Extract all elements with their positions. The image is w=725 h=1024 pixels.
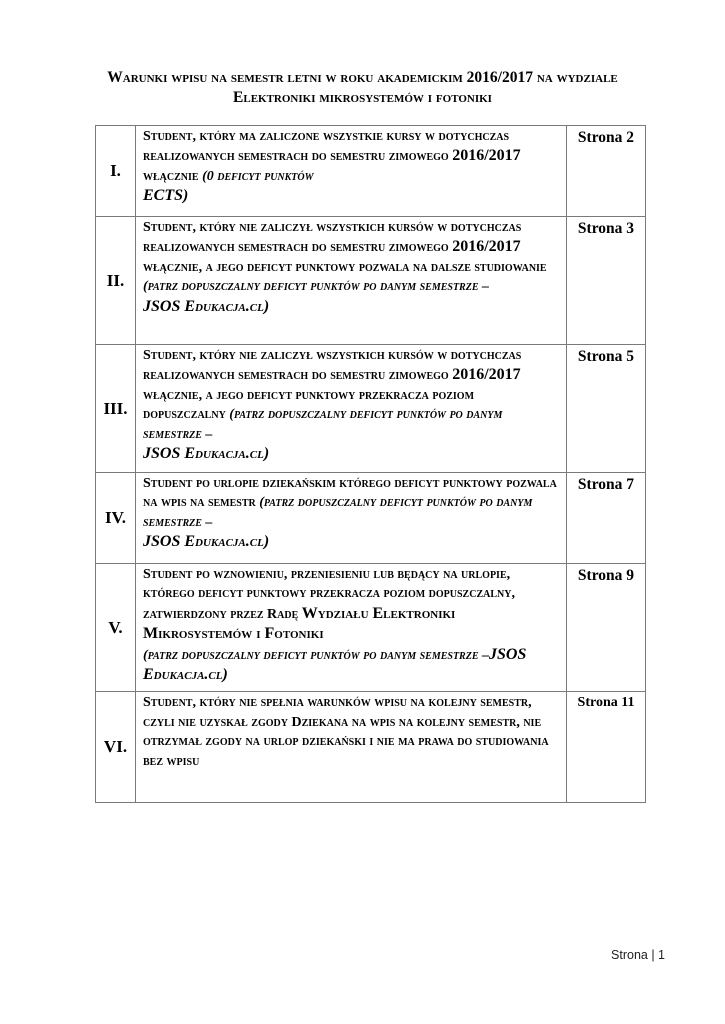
- section-note: (0 deficyt punktów: [202, 168, 314, 184]
- conditions-table: [95, 125, 646, 803]
- section-note-2: ECTS): [143, 187, 189, 205]
- section-number: V.: [96, 564, 136, 692]
- page-reference[interactable]: Strona 7: [567, 473, 646, 564]
- section-note: (patrz dopuszczalny deficyt punktów po danym semestrze –: [143, 407, 503, 442]
- section-institution: Wydziału Elektroniki Mikrosystemów i Fotoniki: [143, 604, 456, 643]
- page-footer: Strona | 1: [611, 948, 665, 962]
- section-number: II.: [96, 217, 136, 345]
- table-row: [96, 126, 646, 217]
- section-note: (patrz dopuszczalny deficyt punktów po danym semestrze –: [143, 495, 533, 530]
- section-text-2: włącznie, a jego deficyt punktowy przekracza poziom dopuszczalny: [143, 387, 475, 423]
- section-text-2: włącznie, a jego deficyt punktowy pozwala na dalsze studiowanie: [143, 259, 547, 275]
- table-row: [96, 692, 646, 803]
- table-row: [96, 564, 646, 692]
- page-reference[interactable]: Strona 2: [567, 126, 646, 217]
- section-description: [136, 126, 567, 217]
- section-note-2: JSOS Edukacja.cl): [143, 297, 270, 315]
- section-year: 2016/2017: [452, 147, 521, 165]
- section-note-2: JSOS Edukacja.cl): [143, 645, 527, 684]
- title-line-2: Elektroniki mikrosystemów i fotoniki: [233, 89, 492, 106]
- section-description: [136, 473, 567, 564]
- section-note: (patrz dopuszczalny deficyt punktów po danym semestrze –: [143, 647, 490, 663]
- section-text: Student po urlopie dziekańskim którego deficyt punktowy pozwala na wpis na semestr: [143, 476, 557, 511]
- section-year: 2016/2017: [452, 366, 521, 384]
- section-year: 2016/2017: [452, 238, 521, 256]
- section-text: Student po wznowieniu, przeniesieniu lub będący na urlopie, którego deficyt punktowy przekracza poziom dopuszczalny, zatwierdzony przez Radę: [143, 567, 515, 622]
- page-reference[interactable]: Strona 5: [567, 345, 646, 473]
- page-reference[interactable]: Strona 11: [567, 692, 646, 803]
- title-line-1: Warunki wpisu na semestr letni w roku akademickim 2016/2017 na wydziale: [107, 69, 618, 86]
- section-number: I.: [96, 126, 136, 217]
- table-row: [96, 345, 646, 473]
- section-text: Student, który nie spełnia warunków wpisu na kolejny semestr, czyli nie uzyskał zgody Dziekana na wpis na kolejny semestr, nie otrzymał zgody na urlop dziekański i nie ma prawa do studiowania bez wpisu: [143, 695, 549, 769]
- section-description: [136, 217, 567, 345]
- document-title: [40, 68, 685, 108]
- table-row: [96, 217, 646, 345]
- section-number: III.: [96, 345, 136, 473]
- page-reference[interactable]: Strona 9: [567, 564, 646, 692]
- section-description: [136, 692, 567, 803]
- section-number: VI.: [96, 692, 136, 803]
- section-text-2: włącznie: [143, 168, 203, 184]
- section-description: [136, 345, 567, 473]
- table-row: [96, 473, 646, 564]
- section-number: IV.: [96, 473, 136, 564]
- page-reference[interactable]: Strona 3: [567, 217, 646, 345]
- section-note-2: JSOS Edukacja.cl): [143, 445, 270, 463]
- section-text: Student, który nie zaliczył wszystkich kursów w dotychczas realizowanych semestrach do semestru zimowego: [143, 348, 522, 384]
- section-text: Student, który ma zaliczone wszystkie kursy w dotychczas realizowanych semestrach do semestru zimowego: [143, 129, 510, 165]
- section-description: [136, 564, 567, 692]
- section-note-2: JSOS Edukacja.cl): [143, 533, 270, 551]
- section-text: Student, który nie zaliczył wszystkich kursów w dotychczas realizowanych semestrach do semestru zimowego: [143, 220, 522, 256]
- section-note: (patrz dopuszczalny deficyt punktów po danym semestrze –: [143, 279, 490, 295]
